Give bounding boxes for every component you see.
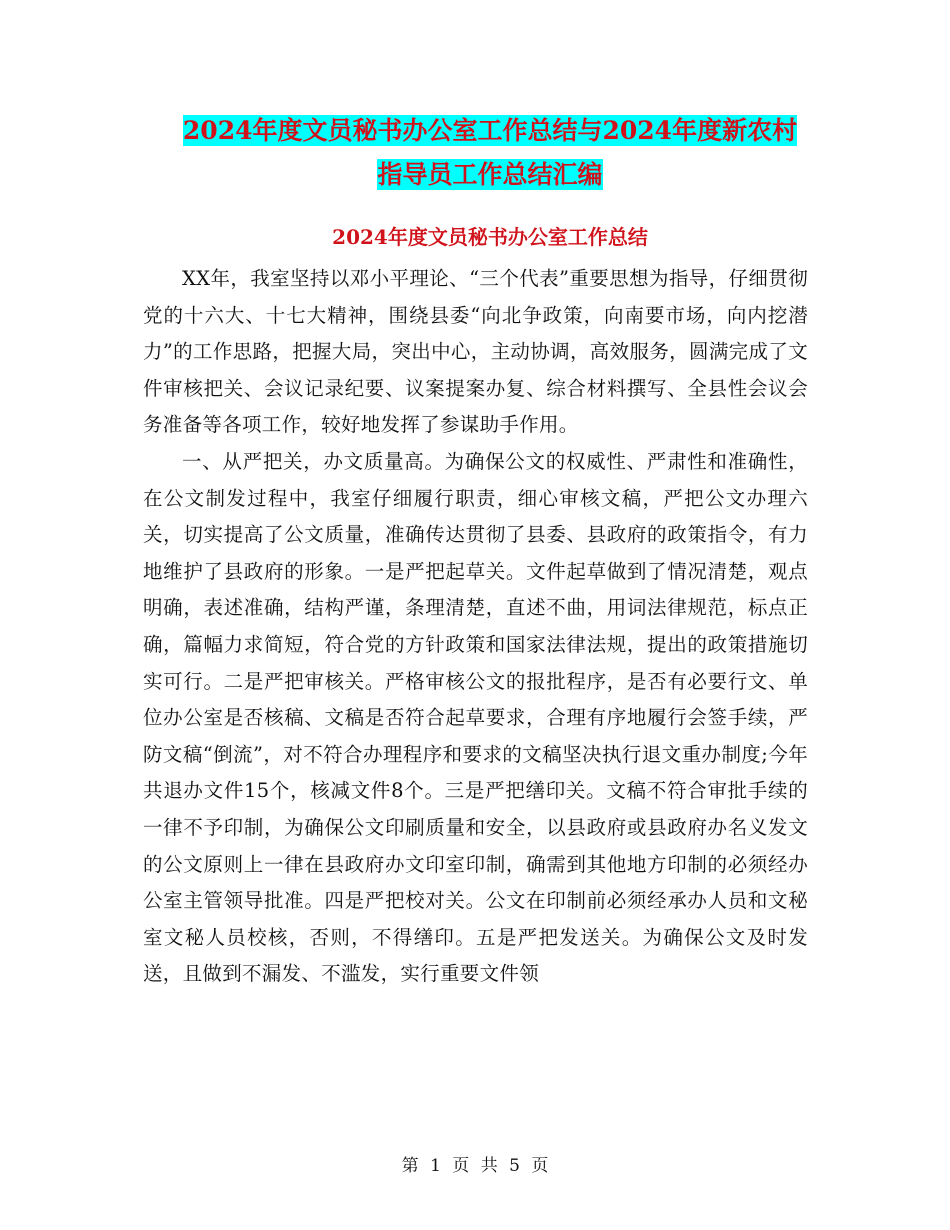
title-highlight: 2024年度文员秘书办公室工作总结与2024年度新农村 (182, 116, 798, 145)
title-highlight: 指导员工作总结汇编 (377, 160, 603, 189)
document-title-line-2 (140, 157, 840, 193)
page-footer: 第 1 页 共 5 页 (401, 1156, 549, 1176)
paragraph-section-1: 一、从严把关，办文质量高。为确保公文的权威性、严肃性和准确性，在公文制发过程中，我室仔细履行职责，细心审核文稿，严把公文办理六关，切实提高了公文质量，准确传达贯彻了县委、县政府的政策指令，有力地维护了县政府的形象。一是严把起草关。文件起草做到了情况清楚，观点明确，表述准确，结构严谨，条理清楚，直述不曲，用词法律规范，标点正确，篇幅力求简短，符合党的方针政策和国家法律法规，提出的政策措施切实可行。二是严把审核关。严格审核公文的报批程序，是否有必要行文、单位办公室是否核稿、文稿是否符合起草要求，合理有序地履行会签手续，严防文稿“倒流”，对不符合办理程序和要求的文稿坚决执行退文重办制度;今年共退办文件15个，核减文件8个。三是严把缮印关。文稿不符合审批手续的一律不予印制，为确保公文印刷质量和安全，以县政府或县政府办名义发文的公文原则上一律在县政府办文印室印制，确需到其他地方印制的必须经办公室主管领导批准。四是严把校对关。公文在印制前必须经承办人员和文秘室文秘人员校核，否则，不得缮印。五是严把发送关。为确保公文及时发送，且做到不漏发、不滥发，实行重要文件领 (143, 449, 808, 986)
paragraph-intro: XX年，我室坚持以邓小平理论、“三个代表”重要思想为指导，仔细贯彻党的十六大、十七大精神，围绕县委“向北争政策，向南要市场，向内挖潜力”的工作思路，把握大局，突出中心，主动协调，高效服务，圆满完成了文件审核把关、会议记录纪要、议案提案办复、综合材料撰写、全县性会议会务准备等各项工作，较好地发挥了参谋助手作用。 (143, 267, 808, 437)
section-heading: 2024年度文员秘书办公室工作总结 (332, 225, 648, 249)
document-body (143, 261, 808, 993)
document-title-line-1 (140, 113, 840, 149)
